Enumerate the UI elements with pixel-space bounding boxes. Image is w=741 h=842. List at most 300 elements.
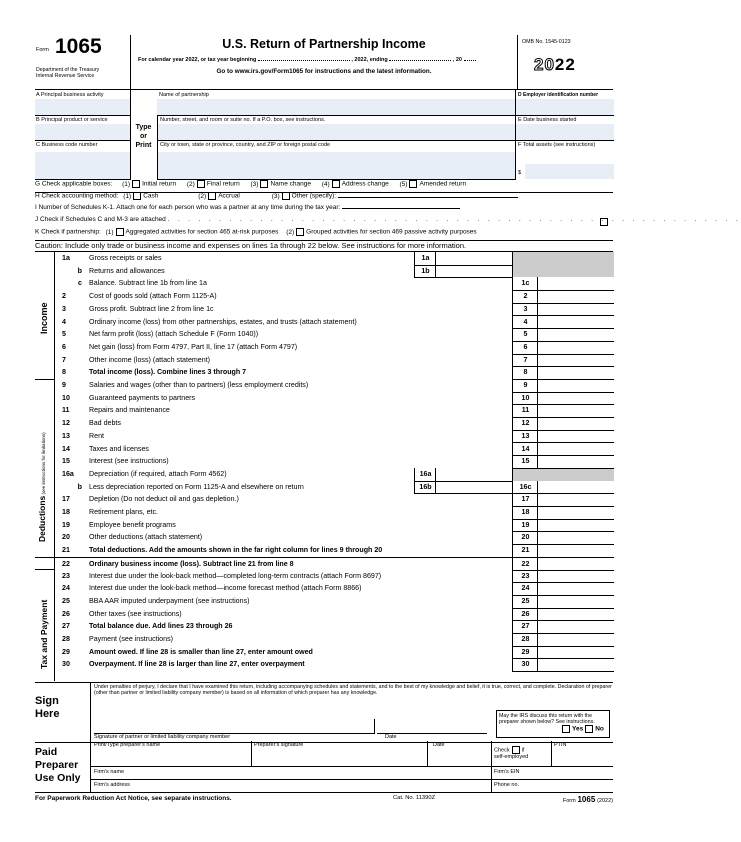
line-description: Interest (see instructions) bbox=[89, 457, 169, 466]
partnership-name-label: Name of partnership bbox=[159, 92, 209, 98]
line-number: b bbox=[77, 482, 82, 491]
line-description: Depletion (Do not deduct oil and gas depletion.) bbox=[89, 495, 239, 504]
line-number: 22 bbox=[62, 559, 70, 568]
line-description: Payment (see instructions) bbox=[89, 635, 173, 643]
sub-line-amount-input[interactable] bbox=[435, 468, 512, 482]
line-box-label: 1c bbox=[512, 277, 538, 291]
line-number: 25 bbox=[62, 596, 70, 605]
line-number: 6 bbox=[62, 342, 66, 351]
type-or-print: Type or Print bbox=[135, 124, 152, 149]
form-line bbox=[35, 341, 613, 354]
h-opt-num: (2) bbox=[198, 192, 207, 200]
preparer-date-label: Date bbox=[433, 742, 445, 748]
business-code-label: C Business code number bbox=[36, 142, 98, 148]
final-return-checkbox[interactable] bbox=[197, 180, 205, 188]
line-description: Other income (loss) (attach statement) bbox=[89, 355, 211, 364]
line-amount-input[interactable] bbox=[537, 392, 614, 406]
line-amount-input[interactable] bbox=[537, 417, 614, 431]
line-amount-input[interactable] bbox=[537, 633, 614, 647]
line-box-label: 20 bbox=[512, 531, 538, 545]
irs-discuss-options bbox=[560, 725, 604, 733]
phone-field[interactable] bbox=[491, 779, 613, 792]
line-number: c bbox=[78, 279, 82, 288]
irs-discuss-text: May the IRS discuss this return with the preparer shown below? See instructions. bbox=[499, 713, 595, 726]
date-started-input[interactable] bbox=[516, 124, 614, 140]
preparer-word: Preparer bbox=[35, 759, 79, 771]
line-box-label: 27 bbox=[512, 620, 538, 634]
sign-word: Sign bbox=[35, 695, 59, 707]
tax-year-outline: 20 bbox=[534, 55, 555, 74]
line-description: Returns and allowances bbox=[89, 266, 165, 275]
form-line bbox=[35, 506, 613, 519]
firm-name-row bbox=[91, 766, 613, 780]
line-amount-input[interactable] bbox=[537, 595, 614, 609]
form-line bbox=[35, 646, 613, 659]
line-amount-input[interactable] bbox=[537, 366, 614, 380]
principal-product-label: B Principal product or service bbox=[36, 117, 108, 123]
line-k-label: K Check if partnership: bbox=[35, 228, 101, 236]
line-box-label: 3 bbox=[512, 303, 538, 317]
line-number: 3 bbox=[62, 304, 66, 313]
line-amount-input[interactable] bbox=[537, 455, 614, 469]
line-number: 12 bbox=[62, 419, 70, 428]
g-opt-num: (1) bbox=[122, 180, 131, 188]
form-line bbox=[35, 455, 613, 468]
line-number: 8 bbox=[62, 368, 66, 377]
street-address-label: Number, street, and room or suite no. If a P.O. box, see instructions. bbox=[160, 117, 326, 123]
sub-line-box: 1a bbox=[414, 252, 436, 266]
self-employed-check-line bbox=[494, 746, 524, 754]
line-number: 27 bbox=[62, 622, 70, 631]
g-opt-num: (4) bbox=[321, 180, 330, 188]
accrual-checkbox[interactable] bbox=[208, 192, 216, 200]
line-box-label: 16c bbox=[512, 481, 538, 495]
tax-year-end-field[interactable] bbox=[389, 60, 451, 61]
dot-leader: . . . . . . . . . . . . . . . . . . . . . . . . . . . . . . . . . . . . . . . . . . . . . . . . . . . . . . . . bbox=[167, 217, 741, 223]
line-g-label: G Check applicable boxes: bbox=[35, 180, 113, 188]
discuss-yes-checkbox[interactable] bbox=[562, 725, 570, 733]
calendar-mid-text: , 2022, ending bbox=[351, 57, 388, 63]
line-amount-input[interactable] bbox=[537, 430, 614, 444]
use-only-words: Use Only bbox=[35, 772, 81, 784]
line-description: Ordinary business income (loss). Subtract line 21 from line 8 bbox=[89, 559, 294, 568]
form-line bbox=[35, 316, 613, 329]
form-word: Form bbox=[36, 47, 49, 53]
line-box-label: 13 bbox=[512, 430, 538, 444]
total-assets-input[interactable] bbox=[525, 164, 614, 179]
line-number: 24 bbox=[62, 584, 70, 593]
form-line bbox=[35, 620, 613, 633]
line-box-label: 28 bbox=[512, 633, 538, 647]
footer-form-id bbox=[563, 795, 613, 804]
ein-label: D Employer identification number bbox=[518, 92, 599, 98]
signature-label: Signature of partner or limited liability company member bbox=[94, 734, 231, 740]
catalog-number: Cat. No. 11390Z bbox=[393, 795, 436, 801]
line-description: Other deductions (attach statement) bbox=[89, 533, 203, 542]
line-box-label: 5 bbox=[512, 328, 538, 342]
ptin-field[interactable] bbox=[551, 741, 613, 766]
form-line bbox=[35, 557, 613, 571]
form-line bbox=[35, 265, 613, 278]
income-deductions-lines bbox=[35, 252, 613, 681]
line-description: Interest due under the look-back method—income forecast method (attach Form 8866) bbox=[89, 584, 362, 593]
sub-line-amount-input[interactable] bbox=[435, 481, 512, 495]
line-description: BBA AAR imputed underpayment (see instructions) bbox=[89, 596, 250, 605]
line-number: 14 bbox=[62, 444, 70, 453]
form-title-block bbox=[131, 35, 518, 89]
form-line bbox=[35, 468, 613, 481]
tax-year-end-year-field[interactable] bbox=[464, 60, 476, 61]
line-amount-input[interactable] bbox=[537, 582, 614, 596]
line-number: 1a bbox=[62, 254, 70, 262]
line-number: 29 bbox=[62, 647, 70, 656]
form-line bbox=[35, 493, 613, 506]
line-description: Cost of goods sold (attach Form 1125-A) bbox=[89, 292, 217, 301]
line-box-label: 10 bbox=[512, 392, 538, 406]
line-amount-input[interactable] bbox=[537, 404, 614, 418]
form-line bbox=[35, 290, 613, 303]
form-line bbox=[35, 366, 613, 379]
line-amount-input[interactable] bbox=[537, 303, 614, 317]
line-i bbox=[35, 204, 460, 211]
line-amount-input[interactable] bbox=[537, 316, 614, 330]
total-assets-label: F Total assets (see instructions) bbox=[518, 142, 596, 148]
form-line bbox=[35, 252, 613, 265]
accrual-label: Accrual bbox=[218, 192, 240, 200]
line-box-label: 11 bbox=[512, 404, 538, 418]
calendar-text: For calendar year 2022, or tax year beginning bbox=[138, 57, 257, 63]
form-line bbox=[35, 417, 613, 430]
partnership-name-input[interactable] bbox=[157, 99, 515, 115]
firm-address-label: Firm's address bbox=[94, 782, 130, 788]
line-amount-input[interactable] bbox=[537, 277, 614, 291]
city-state-zip-input[interactable] bbox=[158, 152, 516, 179]
line-amount-input[interactable] bbox=[537, 646, 614, 660]
sign-here-block bbox=[35, 682, 613, 743]
line-number: 2 bbox=[62, 292, 66, 301]
street-address-input[interactable] bbox=[158, 124, 516, 140]
city-state-zip-label: City or town, state or province, country, and ZIP or foreign postal code bbox=[160, 142, 331, 148]
self-employed-field bbox=[491, 741, 552, 766]
checks-block bbox=[35, 180, 741, 241]
omb-year-block bbox=[518, 35, 613, 89]
line-number: 9 bbox=[62, 381, 66, 389]
line-box-label: 21 bbox=[512, 544, 538, 558]
principal-activity-label: A Principal business activity bbox=[36, 92, 104, 98]
line-description: Balance. Subtract line 1b from line 1a bbox=[89, 279, 207, 288]
discuss-no-checkbox[interactable] bbox=[585, 725, 593, 733]
no-label: No bbox=[595, 725, 604, 733]
form-line bbox=[35, 430, 613, 443]
line-h-label: H Check accounting method: bbox=[35, 192, 119, 200]
form-line bbox=[35, 544, 613, 557]
line-box-label: 7 bbox=[512, 354, 538, 368]
line-j bbox=[35, 216, 741, 223]
preparer-date-field[interactable] bbox=[427, 741, 492, 766]
if-word: if bbox=[521, 747, 525, 754]
paid-preparer-block bbox=[35, 741, 613, 793]
sub-line-box: 16b bbox=[414, 481, 436, 495]
identity-block bbox=[35, 90, 613, 193]
line-box-label: 14 bbox=[512, 443, 538, 457]
g-opt-num: (5) bbox=[399, 180, 408, 188]
line-box-label: 17 bbox=[512, 493, 538, 507]
line-amount-input[interactable] bbox=[537, 531, 614, 545]
business-code-field[interactable] bbox=[35, 140, 131, 180]
line-box-label: 18 bbox=[512, 506, 538, 520]
line-box-label: 6 bbox=[512, 341, 538, 355]
line-amount-input[interactable] bbox=[537, 481, 614, 495]
sign-date-field[interactable] bbox=[377, 719, 487, 734]
g-opt-num: (2) bbox=[186, 180, 195, 188]
firm-address-field[interactable] bbox=[91, 779, 492, 792]
tax-year-solid: 22 bbox=[554, 55, 576, 74]
sign-date-label: Date bbox=[385, 734, 397, 740]
schedules-cm3-checkbox[interactable] bbox=[600, 218, 608, 226]
caution-line: Caution: Include only trade or business income and expenses on lines 1a through 22 below. See instructions for more information. bbox=[35, 241, 613, 252]
firm-name-field[interactable] bbox=[91, 766, 492, 779]
department-line: Internal Revenue Service bbox=[36, 73, 95, 79]
line-description: Gross profit. Subtract line 2 from line 1c bbox=[89, 304, 214, 313]
cash-checkbox[interactable] bbox=[133, 192, 141, 200]
line-h bbox=[35, 192, 518, 200]
final-return-label: Final return bbox=[206, 180, 240, 188]
k-opt-num: (2) bbox=[286, 228, 295, 236]
aggregated-activities-checkbox[interactable] bbox=[116, 228, 124, 236]
k-opt-num: (1) bbox=[105, 228, 114, 236]
line-box-label: 12 bbox=[512, 417, 538, 431]
preparer-name-label: Print/Type preparer's name bbox=[94, 742, 161, 748]
line-j-label: J Check if Schedules C and M-3 are attached bbox=[35, 216, 166, 223]
line-amount-input[interactable] bbox=[537, 506, 614, 520]
line-amount-input[interactable] bbox=[537, 328, 614, 342]
city-state-zip-field[interactable] bbox=[157, 140, 516, 180]
line-description: Net gain (loss) from Form 4797, Part II, line 17 (attach Form 4797) bbox=[89, 342, 298, 351]
form-line bbox=[35, 519, 613, 532]
line-box-label: 29 bbox=[512, 646, 538, 660]
line-box-label: 23 bbox=[512, 570, 538, 584]
business-code-input[interactable] bbox=[35, 152, 130, 179]
line-description: Taxes and licenses bbox=[89, 444, 149, 453]
line-description: Other taxes (see instructions) bbox=[89, 609, 182, 618]
line-number: 20 bbox=[62, 533, 70, 542]
form-line bbox=[35, 303, 613, 316]
grouped-activities-label: Grouped activities for section 469 passive activity purposes bbox=[306, 228, 477, 236]
form-1065 bbox=[35, 35, 741, 804]
form-line bbox=[35, 277, 613, 290]
line-amount-input[interactable] bbox=[537, 290, 614, 304]
line-box-label: 15 bbox=[512, 455, 538, 469]
tax-payment-section-label: Tax and Payment bbox=[39, 599, 49, 669]
here-word: Here bbox=[35, 708, 60, 720]
line-box-label: 25 bbox=[512, 595, 538, 609]
preparer-signature-label: Preparer's signature bbox=[254, 742, 304, 748]
form-line bbox=[35, 443, 613, 456]
line-description: Total balance due. Add lines 23 through 26 bbox=[89, 622, 233, 631]
line-number: 5 bbox=[62, 330, 66, 339]
line-amount-input[interactable] bbox=[537, 620, 614, 634]
yes-label: Yes bbox=[572, 725, 584, 733]
name-change-label: Name change bbox=[270, 180, 311, 188]
line-amount-input[interactable] bbox=[537, 519, 614, 533]
cash-label: Cash bbox=[143, 192, 159, 200]
sub-line-amount-input[interactable] bbox=[435, 252, 512, 266]
line-description: Total income (loss). Combine lines 3 through 7 bbox=[89, 368, 247, 377]
line-amount-input[interactable] bbox=[537, 493, 614, 507]
line-number: 17 bbox=[62, 495, 70, 504]
firm-ein-field[interactable] bbox=[491, 766, 613, 779]
self-employed-checkbox[interactable] bbox=[512, 746, 520, 754]
line-box-label: 8 bbox=[512, 366, 538, 380]
firm-address-row bbox=[91, 779, 613, 792]
sub-line-box: 1b bbox=[414, 265, 436, 279]
address-change-label: Address change bbox=[341, 180, 389, 188]
line-number: 18 bbox=[62, 508, 70, 516]
line-number: 11 bbox=[62, 406, 70, 415]
amended-return-label: Amended return bbox=[419, 180, 467, 188]
other-method-label: Other (specify): bbox=[291, 192, 337, 200]
self-employed-label: self-employed bbox=[494, 754, 529, 760]
line-number: 19 bbox=[62, 520, 70, 529]
line-description: Total deductions. Add the amounts shown in the far right column for lines 9 through 20 bbox=[89, 546, 383, 555]
form-number: 1065 bbox=[55, 35, 102, 58]
tax-year-begin-field[interactable] bbox=[258, 60, 350, 61]
line-box-label: 24 bbox=[512, 582, 538, 596]
other-method-checkbox[interactable] bbox=[282, 192, 290, 200]
line-number: 10 bbox=[62, 393, 70, 402]
firm-ein-label: Firm's EIN bbox=[494, 769, 520, 775]
address-change-checkbox[interactable] bbox=[332, 180, 340, 188]
line-box-label: 2 bbox=[512, 290, 538, 304]
line-box-label: 30 bbox=[512, 658, 538, 672]
form-line bbox=[35, 481, 613, 494]
line-amount-input[interactable] bbox=[537, 570, 614, 584]
other-method-input[interactable] bbox=[338, 197, 518, 198]
preparer-name-field[interactable] bbox=[91, 741, 252, 766]
footer-form-year: (2022) bbox=[597, 798, 613, 804]
department bbox=[36, 67, 99, 79]
line-i-label: I Number of Schedules K-1. Attach one for each person who was a partner at any time during the tax year: bbox=[35, 204, 341, 211]
principal-activity-field[interactable] bbox=[35, 90, 131, 116]
date-started-label: E Date business started bbox=[518, 117, 577, 123]
preparer-signature-field[interactable] bbox=[251, 741, 428, 766]
form-line bbox=[35, 404, 613, 417]
line-number: 21 bbox=[62, 546, 70, 555]
line-box-label: 4 bbox=[512, 316, 538, 330]
line-amount-input[interactable] bbox=[537, 354, 614, 368]
line-k bbox=[35, 228, 477, 236]
principal-activity-input[interactable] bbox=[35, 99, 130, 115]
line-description: Salaries and wages (other than to partners) (less employment credits) bbox=[89, 381, 309, 389]
line-amount-input[interactable] bbox=[537, 443, 614, 457]
aggregated-activities-label: Aggregated activities for section 465 at-risk purposes bbox=[125, 228, 279, 236]
form-header bbox=[35, 35, 613, 90]
total-assets-field[interactable] bbox=[516, 140, 614, 179]
calendar-year-line bbox=[131, 57, 517, 63]
line-box-label: 19 bbox=[512, 519, 538, 533]
form-line bbox=[35, 531, 613, 544]
line-box-label: 26 bbox=[512, 608, 538, 622]
preparer-row-1 bbox=[91, 741, 613, 767]
form-line bbox=[35, 392, 613, 405]
paperwork-notice: For Paperwork Reduction Act Notice, see separate instructions. bbox=[35, 795, 232, 802]
line-description: Ordinary income (loss) from other partnerships, estates, and trusts (attach statement) bbox=[89, 317, 357, 326]
line-number: 15 bbox=[62, 457, 70, 466]
line-description: Interest due under the look-back method—completed long-term contracts (attach Form 8697) bbox=[89, 571, 382, 580]
line-number: 23 bbox=[62, 571, 70, 580]
principal-product-input[interactable] bbox=[35, 124, 130, 140]
line-amount-input[interactable] bbox=[537, 658, 614, 672]
department-line: Department of the Treasury bbox=[36, 67, 100, 73]
line-number: b bbox=[77, 266, 82, 275]
ein-field[interactable] bbox=[516, 90, 614, 116]
line-number: 26 bbox=[62, 609, 70, 618]
paid-word: Paid bbox=[35, 746, 58, 758]
initial-return-checkbox[interactable] bbox=[132, 180, 140, 188]
line-description: Net farm profit (loss) (attach Schedule F (Form 1040)) bbox=[89, 330, 259, 339]
line-description: Overpayment. If line 28 is larger than line 27, enter overpayment bbox=[89, 660, 305, 669]
line-description: Repairs and maintenance bbox=[89, 406, 170, 415]
grouped-activities-checkbox[interactable] bbox=[296, 228, 304, 236]
line-description: Bad debts bbox=[89, 419, 121, 428]
footer-form-word: Form bbox=[562, 798, 576, 804]
street-address-field[interactable] bbox=[157, 115, 516, 141]
form-line bbox=[35, 658, 613, 671]
check-word: Check bbox=[494, 747, 510, 754]
line-number: 7 bbox=[62, 355, 66, 364]
line-number: 30 bbox=[62, 660, 70, 669]
form-id-block bbox=[35, 35, 131, 89]
k1-count-input[interactable] bbox=[342, 208, 460, 209]
paid-preparer-title bbox=[35, 741, 91, 792]
form-line bbox=[35, 379, 613, 392]
line-amount-input[interactable] bbox=[537, 608, 614, 622]
form-line bbox=[35, 354, 613, 367]
deductions-note: (see instructions for limitations) bbox=[41, 432, 46, 495]
line-number: 13 bbox=[62, 431, 70, 440]
line-number: 4 bbox=[62, 317, 66, 326]
line-description: Gross receipts or sales bbox=[89, 254, 162, 262]
income-section-label: Income bbox=[39, 302, 49, 334]
line-amount-input[interactable] bbox=[537, 544, 614, 558]
partnership-name-field[interactable] bbox=[157, 90, 515, 116]
line-amount-input[interactable] bbox=[537, 379, 614, 393]
g-opt-num: (3) bbox=[250, 180, 259, 188]
sign-here-title bbox=[35, 683, 91, 742]
id-right-column bbox=[515, 90, 614, 179]
form-line bbox=[35, 570, 613, 583]
line-amount-input[interactable] bbox=[537, 341, 614, 355]
principal-product-field[interactable] bbox=[35, 115, 131, 141]
sub-line-amount-input[interactable] bbox=[435, 265, 512, 279]
form-line bbox=[35, 595, 613, 608]
partner-signature-field[interactable] bbox=[94, 719, 375, 734]
phone-label: Phone no. bbox=[494, 782, 520, 788]
line-description: Less depreciation reported on Form 1125-A and elsewhere on return bbox=[89, 482, 304, 491]
ein-input[interactable] bbox=[516, 99, 614, 115]
form-title: U.S. Return of Partnership Income bbox=[222, 37, 426, 51]
amended-return-checkbox[interactable] bbox=[409, 180, 417, 188]
initial-return-label: Initial return bbox=[142, 180, 177, 188]
line-description: Amount owed. If line 28 is smaller than line 27, enter amount owed bbox=[89, 647, 313, 656]
line-number: 28 bbox=[62, 635, 70, 643]
date-started-field[interactable] bbox=[516, 115, 614, 141]
name-change-checkbox[interactable] bbox=[260, 180, 268, 188]
sub-line-box: 16a bbox=[414, 468, 436, 482]
firm-name-label: Firm's name bbox=[94, 769, 125, 775]
form-line bbox=[35, 608, 613, 621]
ptin-label: PTIN bbox=[554, 742, 567, 748]
